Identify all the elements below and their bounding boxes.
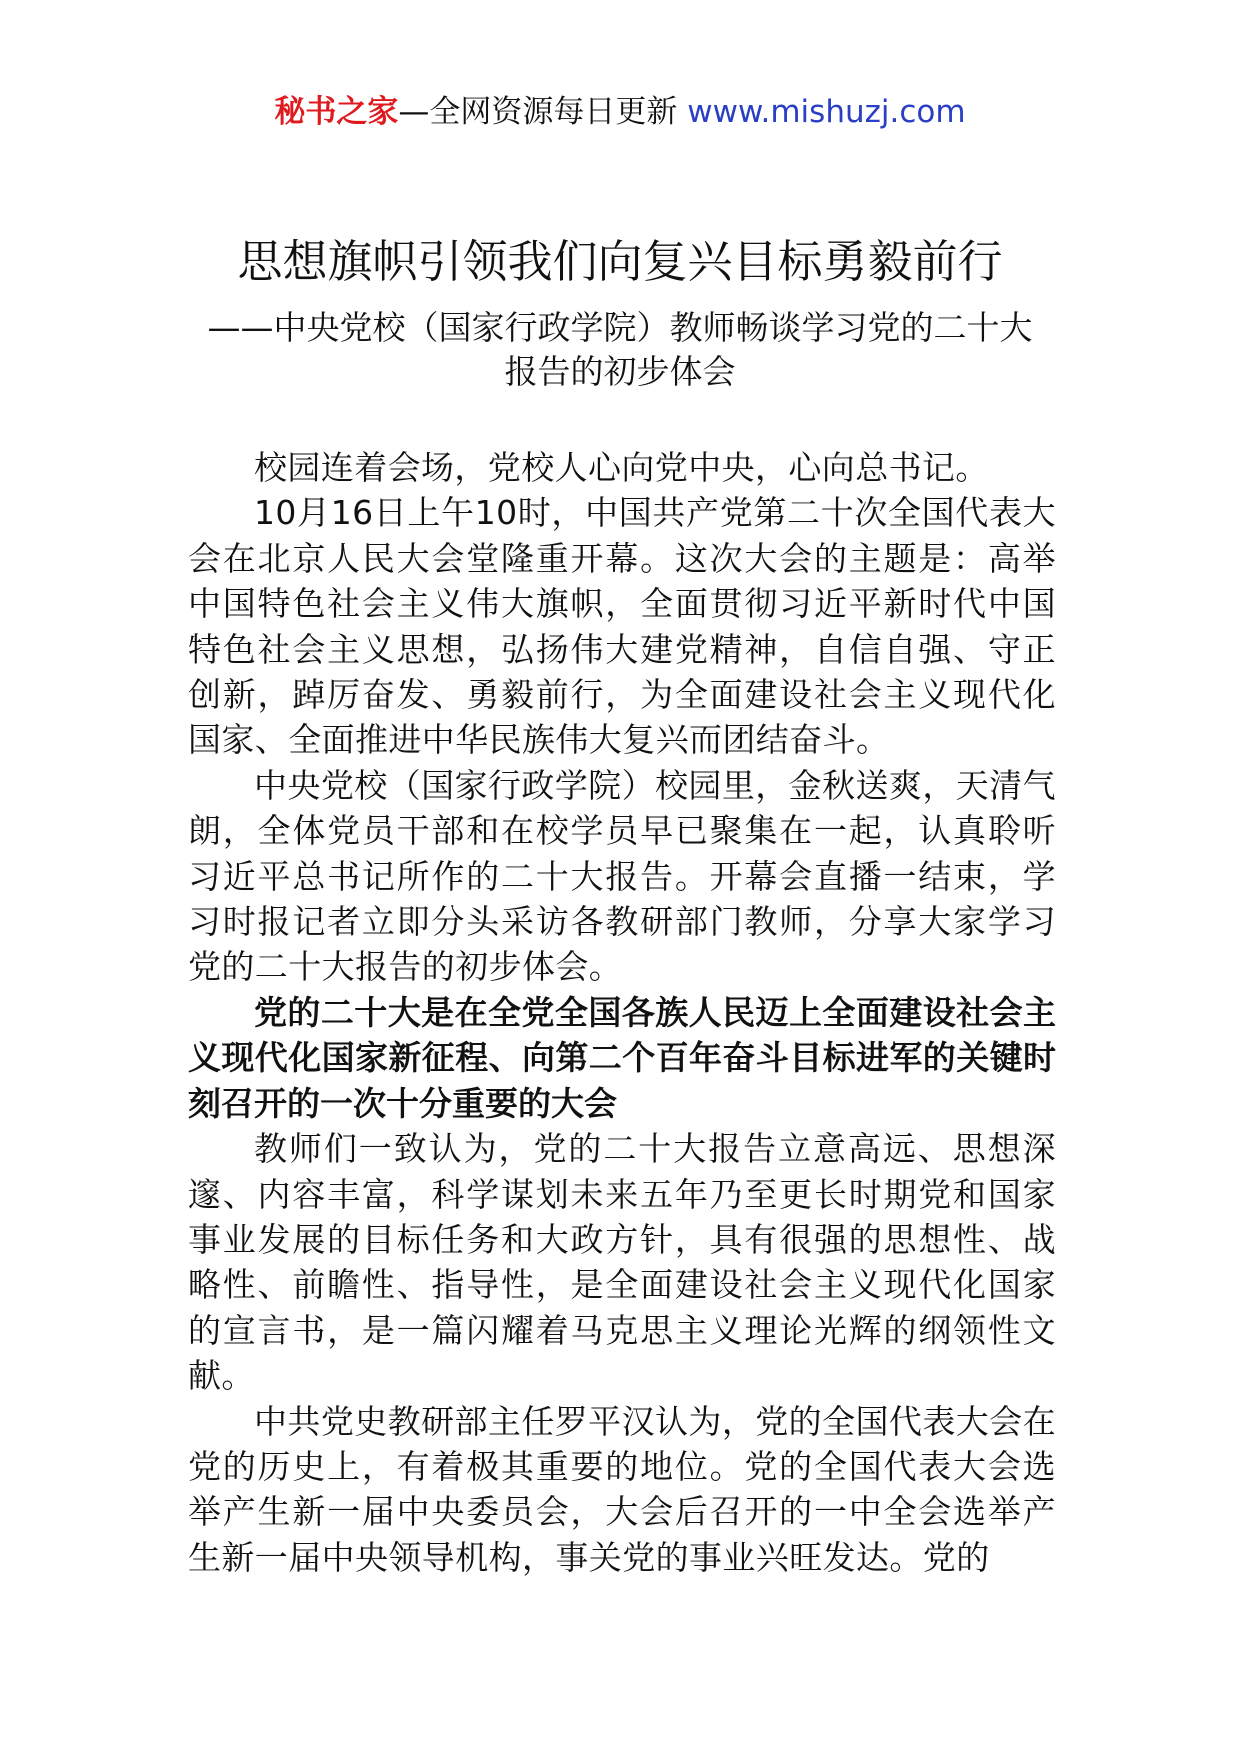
paragraph-campus: 中央党校（国家行政学院）校园里，金秋送爽，天清气朗，全体党员干部和在校学员早已聚集在一起，认真聆听习近平总书记所作的二十大报告。开幕会直播一结束，学习时报记者立即分头采访各教研部门教师，分享大家学习党的二十大报告的初步体会。 bbox=[188, 765, 1056, 987]
subtitle-line-2: 报告的初步体会 bbox=[504, 352, 736, 391]
article-title: 思想旗帜引领我们向复兴目标勇毅前行 bbox=[237, 235, 1003, 288]
site-tagline: —全网资源每日更新 bbox=[398, 94, 678, 130]
paragraph-opening: 10月16日上午10时，中国共产党第二十次全国代表大会在北京人民大会堂隆重开幕。这次大会的主题是：高举中国特色社会主义伟大旗帜，全面贯彻习近平新时代中国特色社会主义思想，弘扬伟大建党精神，自信自强、守正创新，踔厉奋发、勇毅前行，为全面建设社会主义现代化国家、全面推进中华民族伟大复兴而团结奋斗。 bbox=[188, 493, 1056, 760]
article-subtitle bbox=[190, 306, 1050, 394]
paragraph-luo-pinghan: 中共党史教研部主任罗平汉认为，党的全国代表大会在党的历史上，有着极其重要的地位。党的全国代表大会选举产生新一届中央委员会，大会后召开的一中全会选举产生新一届中央领导机构，事关党的事业兴旺发达。党的 bbox=[188, 1401, 1056, 1577]
article-body bbox=[188, 445, 1056, 1580]
site-brand: 秘书之家 bbox=[274, 94, 399, 130]
section-heading: 党的二十大是在全党全国各族人民迈上全面建设社会主义现代化国家新征程、向第二个百年奋斗目标进军的关键时刻召开的一次十分重要的大会 bbox=[188, 992, 1056, 1123]
paragraph-intro: 校园连着会场，党校人心向党中央，心向总书记。 bbox=[254, 448, 989, 487]
subtitle-line-1: ——中央党校（国家行政学院）教师畅谈学习党的二十大 bbox=[207, 308, 1033, 347]
paragraph-teachers: 教师们一致认为，党的二十大报告立意高远、思想深邃、内容丰富，科学谋划未来五年乃至更长时期党和国家事业发展的目标任务和大政方针，具有很强的思想性、战略性、前瞻性、指导性，是全面建设社会主义现代化国家的宣言书，是一篇闪耀着马克思主义理论光辉的纲领性文献。 bbox=[188, 1129, 1056, 1396]
site-header bbox=[0, 92, 1240, 132]
site-url-link[interactable]: www.mishuzj.com bbox=[687, 94, 966, 130]
